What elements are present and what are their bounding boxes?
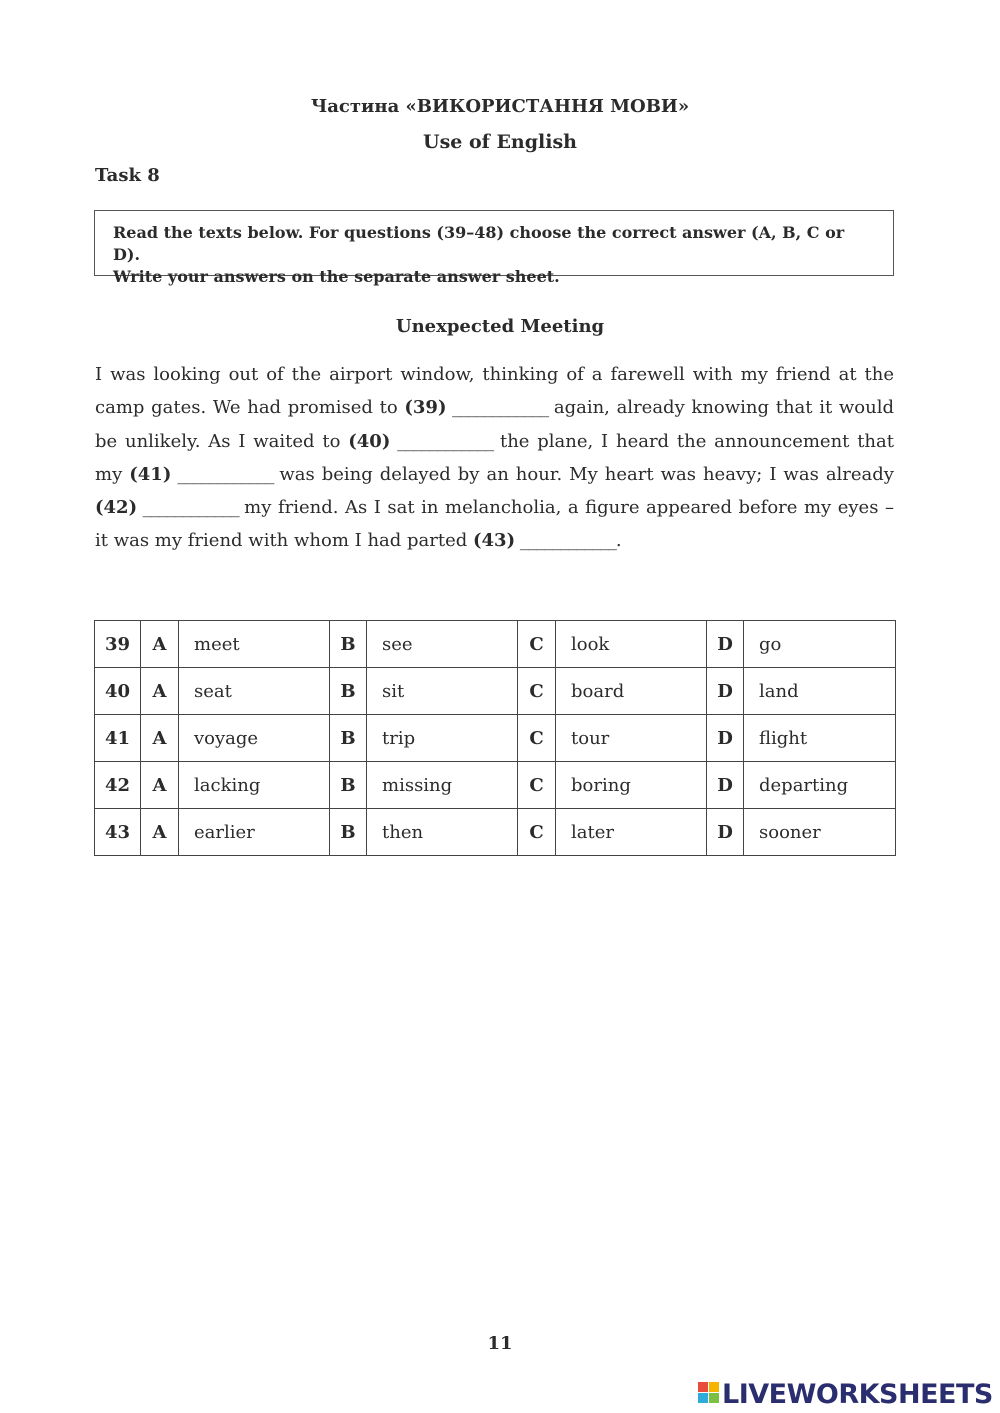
logo-text: LIVEWORKSHEETS [722, 1378, 993, 1410]
option-letter: A [141, 621, 179, 668]
text-title: Unexpected Meeting [395, 316, 605, 337]
liveworksheets-logo-icon [698, 1380, 720, 1408]
subtitle: Use of English [423, 131, 577, 153]
question-number: (39) [404, 397, 447, 419]
instructions-line-1: Read the texts below. For questions (39–48) choose the correct answer (A, B, C or D). [113, 223, 845, 264]
passage-text: . [615, 530, 622, 552]
liveworksheets-logo [698, 1378, 993, 1410]
question-number-cell: 42 [95, 762, 141, 809]
option-c-text: boring [556, 762, 707, 809]
option-c-text: later [556, 809, 707, 856]
option-letter: B [330, 621, 367, 668]
question-number-cell: 41 [95, 715, 141, 762]
option-letter: C [518, 621, 556, 668]
option-d-text: go [744, 621, 896, 668]
option-d-text: departing [744, 762, 896, 809]
option-letter: D [707, 668, 744, 715]
option-a-text: voyage [179, 715, 330, 762]
option-letter: A [141, 715, 179, 762]
option-row [95, 762, 896, 809]
answer-blank: ____________ [446, 397, 554, 419]
option-letter: B [330, 762, 367, 809]
passage-text: the plane, I heard the announcement that my [95, 430, 894, 485]
passage-text: I was looking out of the airport window, thinking of a farewell with my friend at the camp gates. We had promised to [95, 364, 894, 419]
answer-blank: ____________ [515, 530, 616, 552]
option-b-text: trip [367, 715, 518, 762]
page-number: 11 [487, 1333, 513, 1354]
part-title: Частина «ВИКОРИСТАННЯ МОВИ» [310, 96, 690, 117]
option-row [95, 621, 896, 668]
option-b-text: missing [367, 762, 518, 809]
option-letter: D [707, 762, 744, 809]
answer-blank: ____________ [390, 430, 500, 452]
passage-text: was being delayed by an hour. My heart was heavy; I was already [279, 463, 894, 485]
option-letter: C [518, 715, 556, 762]
passage [95, 358, 894, 558]
passage-text: my friend. As I sat in melancholia, a figure appeared before my eyes – it was my friend with whom I had parted [95, 497, 894, 552]
option-letter: B [330, 668, 367, 715]
option-letter: C [518, 668, 556, 715]
option-d-text: flight [744, 715, 896, 762]
answer-blank: ____________ [171, 463, 280, 485]
question-number: (42) [95, 497, 138, 519]
option-letter: A [141, 762, 179, 809]
question-number-cell: 39 [95, 621, 141, 668]
option-letter: A [141, 809, 179, 856]
task-label: Task 8 [95, 165, 160, 186]
option-letter: D [707, 809, 744, 856]
instructions-line-2: Write your answers on the separate answer sheet. [113, 267, 560, 286]
option-b-text: then [367, 809, 518, 856]
question-number: (41) [129, 463, 172, 485]
option-letter: C [518, 809, 556, 856]
question-number-cell: 40 [95, 668, 141, 715]
option-row [95, 715, 896, 762]
question-number: (40) [348, 430, 391, 452]
option-row [95, 809, 896, 856]
instructions-box [94, 210, 894, 286]
option-c-text: board [556, 668, 707, 715]
option-b-text: see [367, 621, 518, 668]
option-row [95, 668, 896, 715]
question-number-cell: 43 [95, 809, 141, 856]
option-letter: A [141, 668, 179, 715]
option-c-text: tour [556, 715, 707, 762]
option-letter: C [518, 762, 556, 809]
answer-options-table [94, 620, 896, 856]
option-c-text: look [556, 621, 707, 668]
option-letter: B [330, 809, 367, 856]
passage-text: again, already knowing that it would be unlikely. As I waited to [95, 397, 894, 452]
option-a-text: lacking [179, 762, 330, 809]
option-a-text: meet [179, 621, 330, 668]
option-b-text: sit [367, 668, 518, 715]
answer-blank: ____________ [137, 497, 245, 519]
option-letter: D [707, 621, 744, 668]
option-d-text: land [744, 668, 896, 715]
option-d-text: sooner [744, 809, 896, 856]
option-a-text: seat [179, 668, 330, 715]
option-a-text: earlier [179, 809, 330, 856]
option-letter: D [707, 715, 744, 762]
question-number: (43) [473, 530, 516, 552]
option-letter: B [330, 715, 367, 762]
